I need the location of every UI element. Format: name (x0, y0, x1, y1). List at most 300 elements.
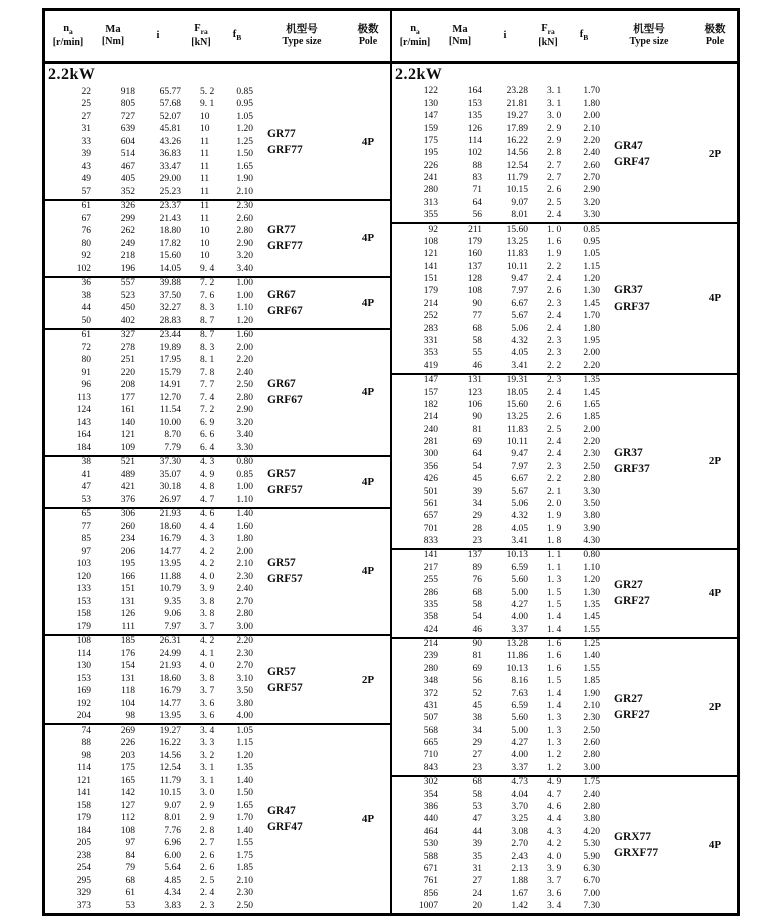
fb-cell: 2.10 (583, 700, 600, 711)
fb-cell: 3.30 (583, 210, 600, 221)
na-cell: 295 (76, 875, 91, 886)
fb-cell: 2.00 (583, 348, 600, 359)
fb-cell: 1.15 (236, 738, 253, 749)
na-cell: 373 (76, 900, 91, 911)
pole-label: 4P (361, 296, 375, 309)
i-cell: 14.77 (159, 546, 181, 557)
table-row (392, 863, 737, 875)
ma-cell: 126 (120, 609, 135, 620)
ma-cell: 28 (472, 523, 482, 534)
na-cell: 761 (423, 876, 438, 887)
i-cell: 13.95 (159, 711, 181, 722)
i-cell: 35.07 (159, 469, 181, 480)
i-cell: 10.13 (506, 663, 528, 674)
fra-cell: 11 (200, 213, 210, 224)
fb-cell: 3.40 (236, 263, 253, 274)
type-size-line: GR57 (267, 665, 296, 678)
na-cell: 833 (423, 536, 438, 547)
table-row (392, 624, 737, 636)
fra-cell: 1. 6 (547, 651, 562, 662)
fra-cell: 1. 5 (547, 676, 562, 687)
fra-cell: 4. 3 (200, 457, 215, 468)
fra-cell: 1. 2 (547, 750, 562, 761)
fra-cell: 4. 2 (547, 839, 562, 850)
fra-cell: 2. 4 (547, 387, 562, 398)
i-cell: 10.79 (159, 584, 181, 595)
fb-cell: 2.00 (583, 424, 600, 435)
pole-label: 2P (708, 455, 722, 468)
table-row (45, 124, 390, 137)
na-cell: 92 (81, 251, 91, 262)
ma-cell: 164 (467, 86, 482, 97)
ma-cell: 55 (472, 348, 482, 359)
ma-cell: 376 (120, 494, 135, 505)
table-row (392, 323, 737, 335)
table-row (392, 876, 737, 888)
table-body (45, 86, 390, 913)
header-label (633, 24, 665, 37)
fra-cell: 2. 3 (547, 298, 562, 309)
ma-cell: 467 (120, 161, 135, 172)
fra-cell: 1. 3 (547, 713, 562, 724)
fra-cell: 8. 7 (200, 330, 215, 341)
ma-cell: 89 (472, 562, 482, 573)
i-cell: 10.11 (506, 437, 528, 448)
i-cell: 3.37 (511, 762, 528, 773)
na-cell: 195 (423, 148, 438, 159)
fb-cell: 3.20 (236, 417, 253, 428)
i-cell: 4.05 (511, 348, 528, 359)
fra-cell: 1. 3 (547, 738, 562, 749)
fra-cell: 1. 6 (547, 663, 562, 674)
fra-cell: 4. 1 (200, 648, 215, 659)
table-row (45, 838, 390, 851)
i-cell: 5.60 (511, 713, 528, 724)
i-cell: 10.15 (159, 788, 181, 799)
na-cell: 61 (81, 201, 91, 212)
fra-cell: 7. 2 (200, 405, 215, 416)
i-cell: 4.73 (511, 777, 528, 788)
column-header-fb (221, 11, 255, 61)
fra-cell: 1. 4 (547, 624, 562, 635)
fb-cell: 1.70 (236, 813, 253, 824)
fb-cell: 2.50 (236, 380, 253, 391)
header-label (286, 24, 318, 37)
i-cell: 6.67 (511, 474, 528, 485)
ma-cell: 352 (120, 186, 135, 197)
fra-cell: 1. 9 (547, 249, 562, 260)
fb-cell: 1.60 (236, 330, 253, 341)
type-size-label (614, 445, 650, 477)
fra-cell: 3. 1 (200, 775, 215, 786)
fb-cell: 2.70 (236, 661, 253, 672)
ma-cell: 521 (120, 457, 135, 468)
ma-cell: 54 (472, 461, 482, 472)
table-row (45, 482, 390, 495)
fb-cell: 1.60 (236, 521, 253, 532)
i-cell: 23.28 (506, 86, 528, 97)
i-cell: 15.79 (159, 367, 181, 378)
fb-cell: 7.30 (583, 901, 600, 912)
fra-cell: 3. 3 (200, 738, 215, 749)
header-subscript: ra (200, 27, 208, 37)
na-cell: 701 (423, 523, 438, 534)
na-cell: 710 (423, 750, 438, 761)
type-size-label (614, 577, 650, 609)
fb-cell: 2.80 (236, 392, 253, 403)
fra-cell: 11 (200, 136, 210, 147)
na-cell: 313 (423, 197, 438, 208)
fb-cell: 1.40 (236, 775, 253, 786)
na-cell: 50 (81, 315, 91, 326)
fra-cell: 11 (200, 174, 210, 184)
ma-cell: 97 (125, 838, 135, 849)
na-cell: 192 (76, 698, 91, 709)
ma-cell: 83 (472, 173, 482, 184)
fra-cell: 1. 8 (547, 536, 562, 547)
i-cell: 10.13 (506, 550, 528, 561)
ma-cell: 165 (120, 775, 135, 786)
fra-cell: 4. 3 (547, 826, 562, 837)
na-cell: 77 (81, 521, 91, 532)
header-label (105, 24, 120, 37)
header-main-text: 极数 (704, 23, 726, 35)
fra-cell: 1. 6 (547, 236, 562, 247)
type-size-line: GR57 (267, 467, 296, 480)
header-unit: [r/min] (399, 36, 431, 48)
fb-cell: 1.15 (583, 261, 600, 272)
fra-cell: 3. 0 (200, 788, 215, 799)
table-row (45, 788, 390, 801)
pole-label: 2P (708, 148, 722, 161)
i-cell: 14.56 (159, 750, 181, 761)
fb-cell: 1.25 (236, 136, 253, 147)
na-cell: 329 (76, 888, 91, 899)
table-row (392, 311, 737, 323)
na-cell: 335 (423, 599, 438, 610)
fra-cell: 10 (200, 111, 210, 122)
spec-block (392, 86, 737, 224)
fb-cell: 2.90 (236, 238, 253, 249)
ma-cell: 46 (472, 624, 482, 635)
na-cell: 96 (81, 380, 91, 391)
na-cell: 419 (423, 360, 438, 371)
table-row (392, 536, 737, 548)
table-row (392, 286, 737, 298)
column-header-row (45, 11, 390, 64)
i-cell: 3.37 (511, 624, 528, 635)
i-cell: 19.31 (506, 375, 528, 386)
ma-cell: 76 (472, 575, 482, 586)
ma-cell: 64 (472, 449, 482, 460)
i-cell: 29.00 (159, 174, 181, 184)
na-cell: 41 (81, 469, 91, 480)
i-cell: 10.00 (159, 417, 181, 428)
header-label (194, 23, 208, 36)
i-cell: 11.54 (159, 405, 181, 416)
table-row (45, 442, 390, 455)
na-cell: 184 (76, 825, 91, 836)
na-cell: 280 (423, 185, 438, 196)
table-row (45, 136, 390, 149)
ma-cell: 402 (120, 315, 135, 326)
fb-cell: 1.45 (583, 298, 600, 309)
na-cell: 302 (423, 777, 438, 788)
ma-cell: 161 (120, 405, 135, 416)
table-row (45, 750, 390, 763)
na-cell: 226 (423, 160, 438, 171)
fb-cell: 6.70 (583, 876, 600, 887)
na-cell: 179 (423, 286, 438, 297)
na-cell: 158 (76, 800, 91, 811)
type-size-line: GRF57 (267, 681, 303, 694)
ma-cell: 278 (120, 342, 135, 353)
na-cell: 25 (81, 99, 91, 109)
table-row (45, 330, 390, 343)
type-size-line: GRF77 (267, 144, 303, 157)
na-cell: 80 (81, 355, 91, 366)
fb-cell: 2.40 (236, 367, 253, 378)
fra-cell: 2. 3 (547, 375, 562, 386)
i-cell: 9.47 (511, 449, 528, 460)
fb-cell: 5.90 (583, 851, 600, 862)
pole-label: 4P (361, 136, 375, 149)
ma-cell: 154 (120, 661, 135, 672)
fra-cell: 10 (200, 226, 210, 237)
header-label (233, 29, 242, 42)
na-cell: 281 (423, 437, 438, 448)
table-row (45, 711, 390, 724)
table-row (45, 201, 390, 214)
ma-cell: 29 (472, 738, 482, 749)
header-label (504, 30, 507, 43)
type-size-label (267, 287, 303, 319)
fra-cell: 6. 4 (200, 442, 215, 453)
fb-cell: 2.40 (583, 148, 600, 159)
ma-cell: 131 (120, 596, 135, 607)
header-main-text: Ma (452, 23, 468, 35)
header-main-text: f (232, 29, 237, 41)
i-cell: 8.01 (164, 813, 181, 824)
header-main-text: i (156, 29, 160, 41)
ma-cell: 68 (472, 777, 482, 788)
table-row (45, 469, 390, 482)
na-cell: 22 (81, 86, 91, 97)
fra-cell: 2. 3 (547, 461, 562, 472)
column-header-fra (528, 11, 568, 61)
column-header-na (45, 11, 91, 61)
table-row (45, 251, 390, 264)
fra-cell: 8. 3 (200, 342, 215, 353)
type-size-label (267, 803, 303, 835)
i-cell: 2.13 (511, 863, 528, 874)
na-cell: 108 (76, 636, 91, 647)
i-cell: 4.00 (511, 612, 528, 623)
fb-cell: 2.70 (583, 173, 600, 184)
fra-cell: 2. 5 (547, 424, 562, 435)
na-cell: 241 (423, 173, 438, 184)
fb-cell: 1.30 (583, 587, 600, 598)
table-row (392, 901, 737, 913)
fb-cell: 4.30 (583, 536, 600, 547)
spec-block (45, 636, 390, 726)
na-cell: 169 (76, 686, 91, 697)
ma-cell: 127 (120, 800, 135, 811)
fb-cell: 3.10 (236, 673, 253, 684)
ma-cell: 142 (120, 788, 135, 799)
fra-cell: 2. 7 (547, 160, 562, 171)
fra-cell: 3. 4 (547, 901, 562, 912)
fb-cell: 2.00 (236, 342, 253, 353)
na-cell: 426 (423, 474, 438, 485)
fra-cell: 4. 7 (547, 789, 562, 800)
na-cell: 464 (423, 826, 438, 837)
na-cell: 72 (81, 342, 91, 353)
i-cell: 6.00 (164, 850, 181, 861)
na-cell: 217 (423, 562, 438, 573)
column-header-i (482, 11, 528, 61)
table-row (45, 380, 390, 393)
ma-cell: 176 (120, 648, 135, 659)
table-row (392, 562, 737, 574)
table-row (45, 596, 390, 609)
header-subscript: B (236, 33, 242, 43)
fra-cell: 3. 4 (200, 725, 215, 736)
fra-cell: 4. 3 (200, 534, 215, 545)
fb-cell: 1.10 (236, 303, 253, 314)
ma-cell: 151 (120, 584, 135, 595)
fb-cell: 2.80 (583, 802, 600, 813)
fb-cell: 3.80 (583, 814, 600, 825)
fb-cell: 2.30 (583, 449, 600, 460)
na-cell: 530 (423, 839, 438, 850)
na-cell: 31 (81, 124, 91, 134)
ma-cell: 121 (120, 430, 135, 441)
column-header-i (135, 11, 181, 61)
table-row (392, 449, 737, 461)
fra-cell: 11 (200, 149, 210, 159)
table-row (45, 111, 390, 124)
fra-cell: 2. 5 (547, 197, 562, 208)
header-label (410, 23, 420, 36)
pole-label: 4P (708, 292, 722, 305)
type-size-label (614, 282, 650, 314)
fb-cell: 1.55 (583, 624, 600, 635)
fra-cell: 11 (200, 161, 210, 172)
ma-cell: 220 (120, 367, 135, 378)
na-cell: 91 (81, 367, 91, 378)
table-row (392, 424, 737, 436)
type-size-line: GR57 (267, 557, 296, 570)
na-cell: 133 (76, 584, 91, 595)
fra-cell: 3. 9 (547, 863, 562, 874)
i-cell: 13.25 (506, 412, 528, 423)
type-size-line: GR37 (614, 447, 643, 460)
table-row (45, 392, 390, 405)
ma-cell: 45 (472, 700, 482, 711)
na-cell: 561 (423, 498, 438, 509)
table-row (392, 399, 737, 411)
i-cell: 17.82 (159, 238, 181, 249)
table-row (45, 521, 390, 534)
table-row (392, 298, 737, 310)
fra-cell: 3. 7 (200, 686, 215, 697)
column-header-fb (568, 11, 602, 61)
fb-cell: 1.35 (583, 599, 600, 610)
na-cell: 431 (423, 700, 438, 711)
fb-cell: 3.30 (236, 442, 253, 453)
ma-cell: 196 (120, 263, 135, 274)
na-cell: 214 (423, 639, 438, 650)
fra-cell: 8. 1 (200, 355, 215, 366)
na-cell: 353 (423, 348, 438, 359)
i-cell: 4.32 (511, 335, 528, 346)
na-cell: 153 (76, 596, 91, 607)
na-cell: 53 (81, 494, 91, 505)
na-cell: 157 (423, 387, 438, 398)
i-cell: 7.79 (164, 442, 181, 453)
fb-cell: 2.20 (236, 355, 253, 366)
table-row (45, 149, 390, 162)
i-cell: 21.93 (159, 509, 181, 520)
fra-cell: 2. 4 (547, 210, 562, 221)
table-row (45, 648, 390, 661)
fra-cell: 1. 5 (547, 599, 562, 610)
na-cell: 184 (76, 442, 91, 453)
header-main-text: f (579, 29, 584, 41)
spec-block (45, 278, 390, 330)
ma-cell: 123 (467, 387, 482, 398)
i-cell: 18.60 (159, 521, 181, 532)
ma-cell: 44 (472, 826, 482, 837)
fra-cell: 2. 5 (200, 875, 215, 886)
ma-cell: 79 (125, 863, 135, 874)
header-label (452, 24, 467, 37)
column-header-type-size (602, 11, 696, 61)
na-cell: 57 (81, 186, 91, 197)
na-cell: 114 (77, 648, 91, 659)
type-size-line: GR47 (267, 805, 296, 818)
i-cell: 11.88 (159, 571, 181, 582)
fb-cell: 2.20 (236, 636, 253, 647)
fra-cell: 3. 1 (200, 763, 215, 774)
na-cell: 205 (76, 838, 91, 849)
fb-cell: 2.20 (583, 360, 600, 371)
i-cell: 2.43 (511, 851, 528, 862)
ma-cell: 23 (472, 536, 482, 547)
fra-cell: 2. 3 (547, 335, 562, 346)
table-row (392, 437, 737, 449)
fra-cell: 10 (200, 124, 210, 134)
fra-cell: 3. 8 (200, 609, 215, 620)
i-cell: 45.81 (159, 124, 181, 134)
header-label (580, 29, 589, 42)
i-cell: 26.31 (159, 636, 181, 647)
fb-cell: 4.00 (236, 711, 253, 722)
fb-cell: 1.80 (583, 323, 600, 334)
na-cell: 286 (423, 587, 438, 598)
na-cell: 121 (76, 775, 91, 786)
fb-cell: 2.90 (583, 185, 600, 196)
i-cell: 13.25 (506, 236, 528, 247)
table-row (45, 875, 390, 888)
ma-cell: 251 (120, 355, 135, 366)
ma-cell: 69 (472, 437, 482, 448)
table-row (392, 802, 737, 814)
table-row (45, 621, 390, 634)
ma-cell: 226 (120, 738, 135, 749)
table-row (45, 813, 390, 826)
